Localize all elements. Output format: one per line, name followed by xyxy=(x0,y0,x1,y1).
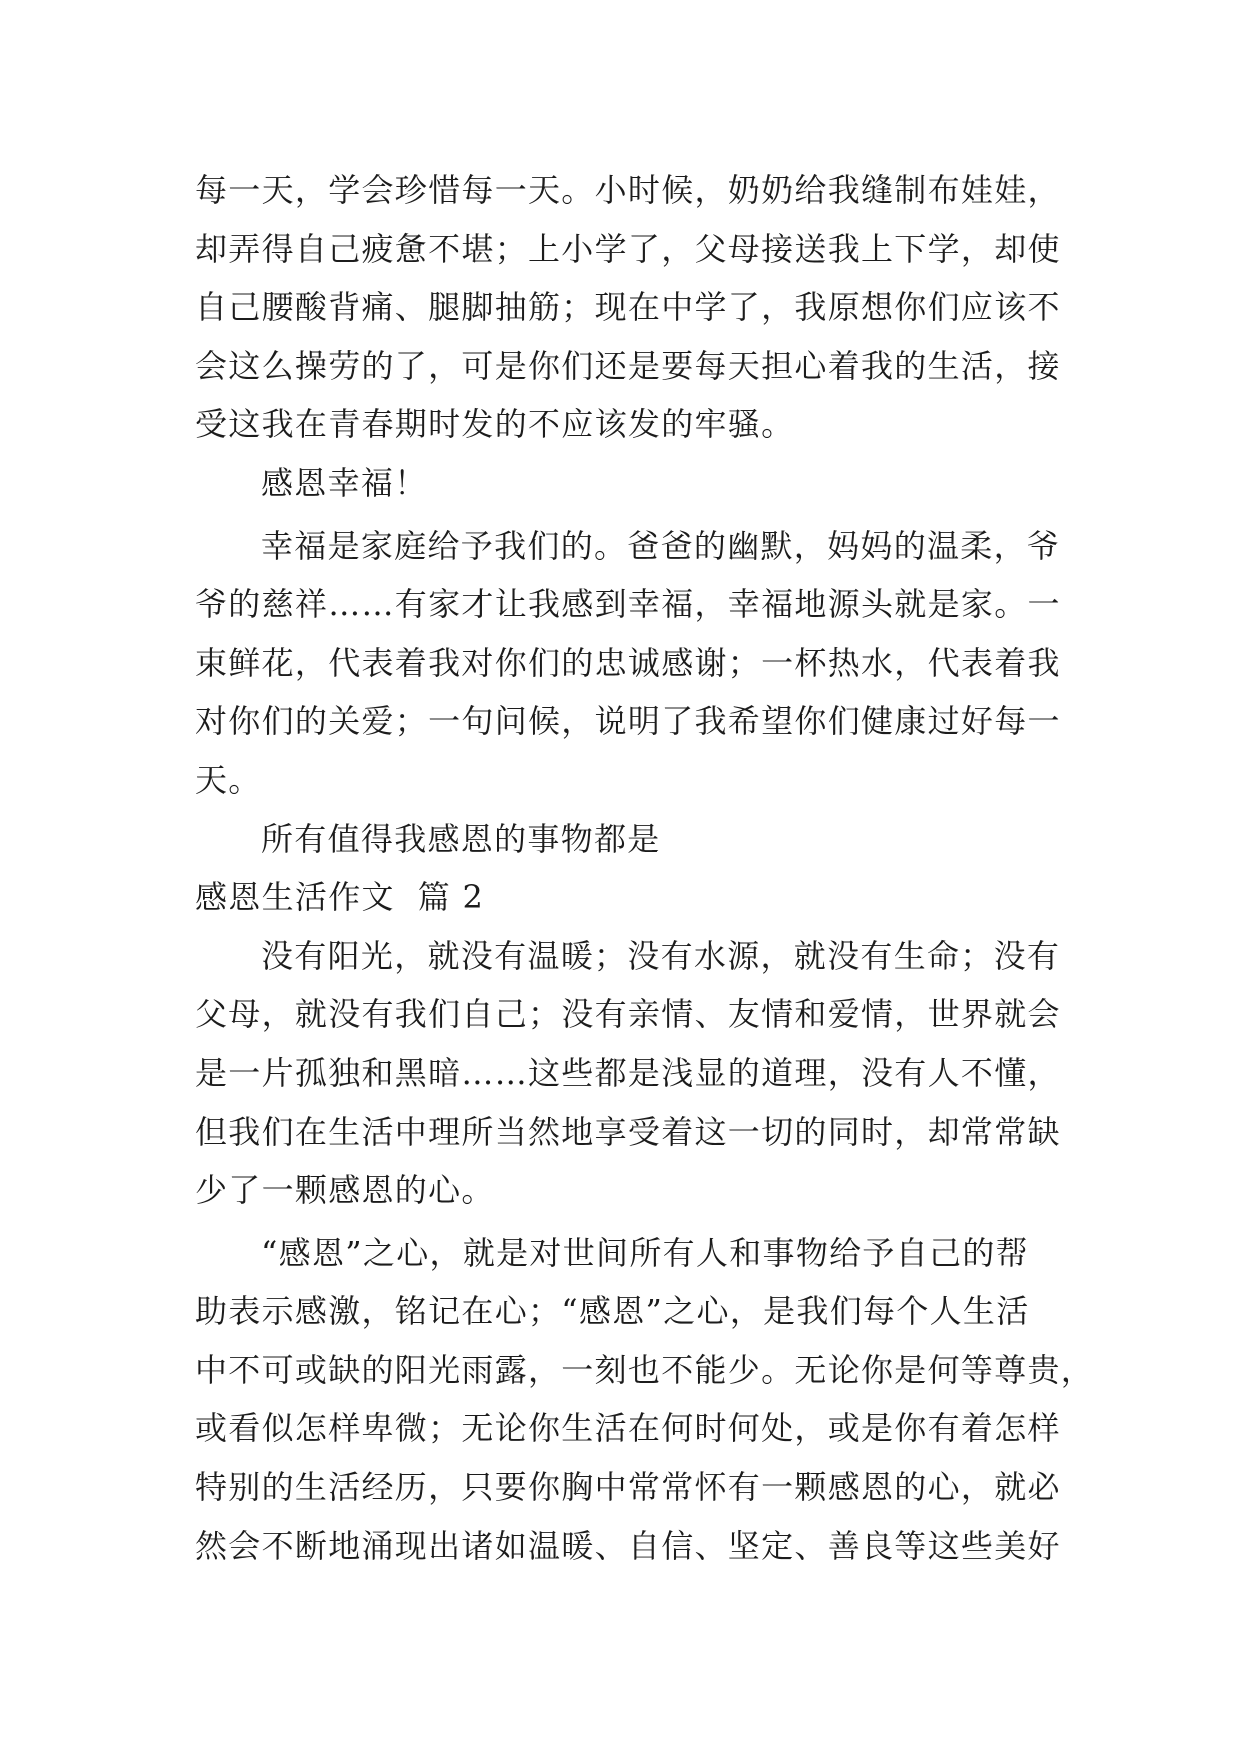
text-line: 天。 xyxy=(195,760,262,799)
paragraph-closing xyxy=(195,810,1115,869)
text-line: 自己腰酸背痛、腿脚抽筋；现在中学了，我原想你们应该不 xyxy=(195,288,1061,327)
text-line: 受这我在青春期时发的不应该发的牢骚。 xyxy=(195,405,795,444)
heading-text: 感恩生活作文 篇 2 xyxy=(195,878,485,917)
text-line: 却弄得自己疲惫不堪；上小学了，父母接送我上下学，却使 xyxy=(195,229,1061,268)
section-heading xyxy=(195,868,1115,927)
text-line: 是一片孤独和黑暗……这些都是浅显的道理，没有人不懂， xyxy=(195,1053,1061,1092)
text-line: 或看似怎样卑微；无论你生活在何时何处，或是你有着怎样 xyxy=(195,1409,1061,1448)
text-line: 然会不断地涌现出诸如温暖、自信、坚定、善良等这些美好 xyxy=(195,1526,1061,1565)
text-line: 所有值得我感恩的事物都是 xyxy=(261,819,661,858)
text-line: 幸福是家庭给予我们的。爸爸的幽默，妈妈的温柔，爷 xyxy=(261,526,1061,565)
text-line: 特别的生活经历，只要你胸中常常怀有一颗感恩的心，就必 xyxy=(195,1468,1061,1507)
text-line: 没有阳光，就没有温暖；没有水源，就没有生命；没有 xyxy=(261,936,1061,975)
paragraph-exclamation xyxy=(195,454,1115,513)
text-line: 助表示感激，铭记在心；“感恩”之心，是我们每个人生活 xyxy=(195,1292,1030,1331)
text-line: 爷的慈祥……有家才让我感到幸福，幸福地源头就是家。一 xyxy=(195,585,1061,624)
text-line: 少了一颗感恩的心。 xyxy=(195,1171,495,1210)
text-line: 父母，就没有我们自己；没有亲情、友情和爱情，世界就会 xyxy=(195,995,1061,1034)
document-body xyxy=(195,161,1115,1575)
text-line: 会这么操劳的了，可是你们还是要每天担心着我的生活，接 xyxy=(195,346,1061,385)
text-line: 中不可或缺的阳光雨露，一刻也不能少。无论你是何等尊贵， xyxy=(195,1350,1095,1389)
text-line: “感恩”之心，就是对世间所有人和事物给予自己的帮 xyxy=(261,1233,1029,1272)
text-line: 但我们在生活中理所当然地享受着这一切的同时，却常常缺 xyxy=(195,1112,1061,1151)
paragraph-happiness xyxy=(195,517,1115,810)
paragraph-continuation xyxy=(195,161,1115,454)
text-line: 对你们的关爱；一句问候，说明了我希望你们健康过好每一 xyxy=(195,702,1061,741)
text-line: 束鲜花，代表着我对你们的忠诚感谢；一杯热水，代表着我 xyxy=(195,643,1061,682)
paragraph-gratitude xyxy=(195,1224,1115,1576)
paragraph-sunshine xyxy=(195,927,1115,1220)
text-line: 每一天，学会珍惜每一天。小时候，奶奶给我缝制布娃娃， xyxy=(195,171,1061,209)
text-line: 感恩幸福！ xyxy=(261,463,428,502)
